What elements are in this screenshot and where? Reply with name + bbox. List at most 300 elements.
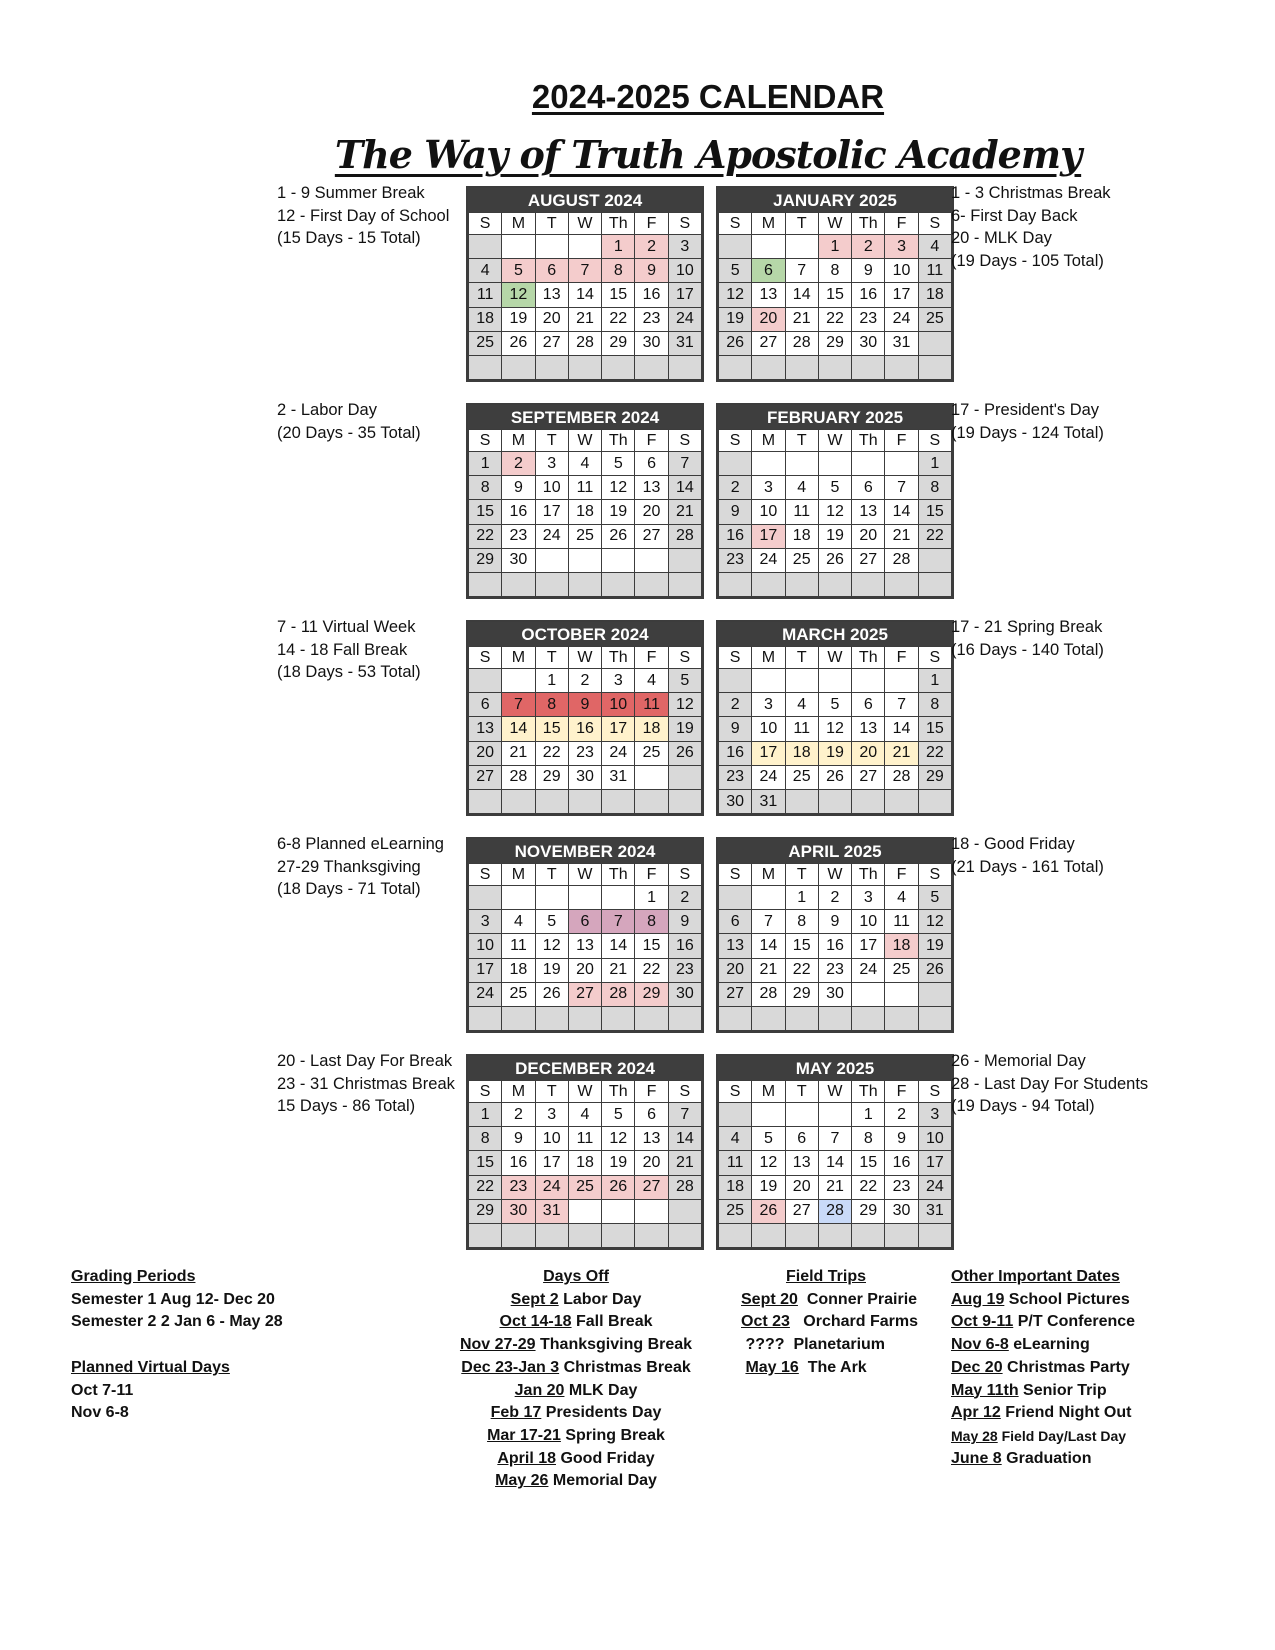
day-cell: 23: [852, 307, 885, 331]
day-cell: 10: [535, 1127, 568, 1151]
day-cell: 16: [668, 934, 701, 958]
day-cell: 18: [568, 500, 601, 524]
day-cell: [885, 1223, 918, 1247]
weekday-label: S: [668, 1081, 701, 1103]
virtual-days-heading: Planned Virtual Days: [71, 1358, 230, 1376]
day-cell: 11: [918, 259, 951, 283]
note-line: 6- First Day Back: [951, 206, 1078, 225]
day-cell: 16: [502, 500, 535, 524]
day-cell: [535, 355, 568, 379]
calendar-december-2024: [466, 1054, 704, 1250]
day-cell: 7: [502, 693, 535, 717]
month-grid: [468, 646, 702, 814]
day-cell: 24: [852, 958, 885, 982]
day-cell: 29: [469, 548, 502, 572]
day-cell: 7: [752, 910, 785, 934]
day-cell: 6: [752, 259, 785, 283]
day-cell: 18: [918, 283, 951, 307]
day-cell: [852, 452, 885, 476]
weekday-label: Th: [602, 430, 635, 452]
day-cell: 6: [785, 1127, 818, 1151]
day-cell: 18: [568, 1151, 601, 1175]
day-cell: 4: [469, 259, 502, 283]
day-cell: 17: [535, 1151, 568, 1175]
day-cell: [535, 1006, 568, 1030]
day-cell: [818, 1103, 851, 1127]
weekday-label: M: [502, 213, 535, 235]
day-cell: 17: [852, 934, 885, 958]
day-cell: 15: [535, 717, 568, 741]
day-cell: [785, 1223, 818, 1247]
day-cell: 22: [918, 524, 951, 548]
day-cell: [568, 886, 601, 910]
day-cell: 14: [668, 476, 701, 500]
day-cell: 25: [568, 1175, 601, 1199]
day-cell: 15: [469, 1151, 502, 1175]
day-cell: 26: [752, 1199, 785, 1223]
day-cell: 30: [885, 1199, 918, 1223]
day-cell: 13: [785, 1151, 818, 1175]
day-cell: 2: [719, 476, 752, 500]
day-cell: 7: [568, 259, 601, 283]
month-title: MAY 2025: [718, 1056, 952, 1080]
day-cell: 24: [535, 1175, 568, 1199]
day-cell: 23: [502, 524, 535, 548]
note-line: (20 Days - 35 Total): [277, 423, 421, 442]
day-cell: 6: [568, 910, 601, 934]
day-cell: 20: [852, 741, 885, 765]
weekday-label: W: [818, 647, 851, 669]
day-cell: 26: [668, 741, 701, 765]
note-line: 23 - 31 Christmas Break: [277, 1074, 455, 1093]
month-title: SEPTEMBER 2024: [468, 405, 702, 429]
day-cell: [602, 789, 635, 813]
calendar-may-2025: [716, 1054, 954, 1250]
day-cell: 6: [852, 693, 885, 717]
day-cell: 1: [852, 1103, 885, 1127]
weekday-label: S: [918, 647, 951, 669]
day-cell: 16: [852, 283, 885, 307]
day-cell: 13: [852, 500, 885, 524]
day-cell: 22: [469, 1175, 502, 1199]
day-cell: [885, 982, 918, 1006]
day-cell: [635, 1199, 668, 1223]
day-cell: 16: [818, 934, 851, 958]
day-cell: 14: [752, 934, 785, 958]
day-cell: 14: [885, 717, 918, 741]
day-cell: 9: [852, 259, 885, 283]
day-cell: 31: [602, 765, 635, 789]
weekday-label: Th: [852, 430, 885, 452]
weekday-label: Th: [852, 864, 885, 886]
day-cell: 22: [635, 958, 668, 982]
day-cell: 25: [719, 1199, 752, 1223]
day-cell: 23: [719, 765, 752, 789]
day-cell: [469, 572, 502, 596]
day-cell: 3: [918, 1103, 951, 1127]
day-cell: 16: [635, 283, 668, 307]
day-cell: 1: [535, 669, 568, 693]
day-cell: 17: [668, 283, 701, 307]
day-cell: 24: [885, 307, 918, 331]
day-cell: [668, 765, 701, 789]
day-cell: 26: [918, 958, 951, 982]
days-off-item: Oct 14-18 Fall Break: [499, 1313, 653, 1331]
day-cell: 18: [785, 524, 818, 548]
weekday-label: M: [502, 647, 535, 669]
weekday-label: F: [885, 213, 918, 235]
calendar-march-2025: [716, 620, 954, 816]
note-line: (19 Days - 124 Total): [951, 423, 1104, 442]
field-trips-heading: Field Trips: [785, 1268, 866, 1285]
day-cell: [668, 1223, 701, 1247]
day-cell: 19: [668, 717, 701, 741]
day-cell: 4: [502, 910, 535, 934]
day-cell: 10: [885, 259, 918, 283]
weekday-label: F: [635, 647, 668, 669]
day-cell: [602, 1223, 635, 1247]
virtual-line: Oct 7-11: [71, 1381, 134, 1399]
day-cell: 23: [885, 1175, 918, 1199]
day-cell: 6: [719, 910, 752, 934]
day-cell: 29: [602, 331, 635, 355]
day-cell: 20: [635, 500, 668, 524]
day-cell: [635, 765, 668, 789]
day-cell: [635, 355, 668, 379]
day-cell: 25: [918, 307, 951, 331]
day-cell: [469, 886, 502, 910]
day-cell: [568, 235, 601, 259]
weekday-label: M: [752, 213, 785, 235]
day-cell: 14: [785, 283, 818, 307]
field-trip-item: ???? Planetarium: [745, 1336, 886, 1354]
day-cell: 29: [469, 1199, 502, 1223]
day-cell: 27: [852, 765, 885, 789]
day-cell: 16: [885, 1151, 918, 1175]
weekday-label: W: [818, 1081, 851, 1103]
other-date-item: Nov 6-8 eLearning: [951, 1336, 1090, 1354]
day-cell: 11: [785, 717, 818, 741]
day-cell: [502, 572, 535, 596]
page-title: 2024-2025 CALENDAR: [531, 78, 885, 115]
day-cell: 22: [852, 1175, 885, 1199]
day-cell: 31: [918, 1199, 951, 1223]
day-cell: 24: [469, 982, 502, 1006]
days-off-item: May 26 Memorial Day: [495, 1472, 657, 1490]
day-cell: [918, 355, 951, 379]
day-cell: 7: [602, 910, 635, 934]
day-cell: 17: [602, 717, 635, 741]
day-cell: 27: [568, 982, 601, 1006]
day-cell: [535, 548, 568, 572]
weekday-label: W: [818, 430, 851, 452]
note-line: (15 Days - 15 Total): [277, 229, 421, 247]
day-cell: 7: [785, 259, 818, 283]
day-cell: 20: [535, 307, 568, 331]
day-cell: [502, 886, 535, 910]
day-cell: 7: [885, 476, 918, 500]
weekday-label: F: [635, 864, 668, 886]
day-cell: [635, 572, 668, 596]
day-cell: 14: [568, 283, 601, 307]
month-grid: [468, 863, 702, 1031]
day-cell: [785, 789, 818, 813]
notes-october: [277, 616, 421, 684]
weekday-label: T: [535, 864, 568, 886]
day-cell: 20: [469, 741, 502, 765]
day-cell: 26: [535, 982, 568, 1006]
other-dates-heading: Other Important Dates: [951, 1268, 1120, 1285]
weekday-label: Th: [602, 864, 635, 886]
day-cell: [719, 1103, 752, 1127]
day-cell: 18: [885, 934, 918, 958]
day-cell: [918, 789, 951, 813]
day-cell: [885, 572, 918, 596]
day-cell: 8: [535, 693, 568, 717]
day-cell: 11: [469, 283, 502, 307]
day-cell: [635, 789, 668, 813]
day-cell: [668, 1006, 701, 1030]
day-cell: 5: [719, 259, 752, 283]
day-cell: 15: [852, 1151, 885, 1175]
day-cell: 25: [785, 765, 818, 789]
day-cell: [852, 789, 885, 813]
day-cell: [852, 572, 885, 596]
weekday-label: F: [635, 1081, 668, 1103]
day-cell: 2: [502, 452, 535, 476]
day-cell: 3: [602, 669, 635, 693]
weekday-label: S: [719, 430, 752, 452]
day-cell: 5: [668, 669, 701, 693]
day-cell: [719, 572, 752, 596]
day-cell: [568, 789, 601, 813]
day-cell: 3: [885, 235, 918, 259]
day-cell: 28: [668, 1175, 701, 1199]
weekday-label: T: [535, 213, 568, 235]
weekday-label: S: [918, 213, 951, 235]
other-date-item: May 28 Field Day/Last Day: [951, 1427, 1127, 1444]
month-title: APRIL 2025: [718, 839, 952, 863]
day-cell: 2: [885, 1103, 918, 1127]
note-line: 17 - 21 Spring Break: [951, 618, 1103, 636]
day-cell: 10: [469, 934, 502, 958]
day-cell: 18: [502, 958, 535, 982]
day-cell: [752, 355, 785, 379]
day-cell: 27: [719, 982, 752, 1006]
day-cell: 21: [818, 1175, 851, 1199]
day-cell: 18: [719, 1175, 752, 1199]
calendar-august-2024: [466, 186, 704, 382]
weekday-label: T: [535, 430, 568, 452]
day-cell: 30: [852, 331, 885, 355]
calendar-april-2025: [716, 837, 954, 1033]
day-cell: 12: [818, 717, 851, 741]
day-cell: 21: [602, 958, 635, 982]
day-cell: 14: [668, 1127, 701, 1151]
day-cell: 18: [785, 741, 818, 765]
day-cell: [719, 1006, 752, 1030]
day-cell: 4: [785, 693, 818, 717]
day-cell: 26: [719, 331, 752, 355]
day-cell: 1: [469, 452, 502, 476]
day-cell: 12: [818, 500, 851, 524]
weekday-label: T: [785, 1081, 818, 1103]
day-cell: 7: [818, 1127, 851, 1151]
day-cell: [885, 669, 918, 693]
day-cell: 8: [469, 1127, 502, 1151]
day-cell: 19: [818, 524, 851, 548]
note-line: (19 Days - 94 Total): [951, 1097, 1095, 1115]
weekday-label: W: [568, 1081, 601, 1103]
day-cell: [752, 669, 785, 693]
day-cell: 30: [502, 1199, 535, 1223]
day-cell: [602, 572, 635, 596]
day-cell: 30: [818, 982, 851, 1006]
day-cell: 5: [818, 693, 851, 717]
day-cell: 3: [469, 910, 502, 934]
day-cell: 29: [635, 982, 668, 1006]
day-cell: [785, 1103, 818, 1127]
day-cell: 27: [635, 524, 668, 548]
day-cell: 20: [752, 307, 785, 331]
day-cell: 17: [535, 500, 568, 524]
day-cell: 21: [885, 524, 918, 548]
school-name: The Way of Truth Apostolic Academy: [334, 132, 1082, 177]
day-cell: 3: [752, 476, 785, 500]
weekday-label: F: [885, 864, 918, 886]
day-cell: 18: [469, 307, 502, 331]
calendar-september-2024: [466, 403, 704, 599]
day-cell: 20: [719, 958, 752, 982]
day-cell: 26: [818, 548, 851, 572]
calendar-january-2025: [716, 186, 954, 382]
day-cell: 28: [785, 331, 818, 355]
grading-periods-heading: Grading Periods: [71, 1268, 196, 1285]
weekday-label: T: [785, 647, 818, 669]
day-cell: 28: [818, 1199, 851, 1223]
weekday-label: S: [918, 430, 951, 452]
note-line: (18 Days - 53 Total): [277, 663, 421, 681]
notes-november: [277, 833, 444, 901]
day-cell: 6: [635, 1103, 668, 1127]
day-cell: 27: [752, 331, 785, 355]
day-cell: 28: [752, 982, 785, 1006]
day-cell: 1: [785, 886, 818, 910]
weekday-label: M: [502, 864, 535, 886]
day-cell: 15: [469, 500, 502, 524]
day-cell: 8: [918, 476, 951, 500]
day-cell: 14: [885, 500, 918, 524]
day-cell: 14: [502, 717, 535, 741]
day-cell: 21: [668, 1151, 701, 1175]
notes-august: [277, 182, 449, 250]
weekday-label: S: [668, 430, 701, 452]
day-cell: 12: [918, 910, 951, 934]
note-line: 7 - 11 Virtual Week: [277, 618, 416, 636]
days-off-heading: Days Off: [543, 1268, 609, 1285]
day-cell: 13: [469, 717, 502, 741]
weekday-label: Th: [602, 213, 635, 235]
day-cell: 11: [568, 1127, 601, 1151]
day-cell: 15: [785, 934, 818, 958]
day-cell: 12: [752, 1151, 785, 1175]
day-cell: 17: [885, 283, 918, 307]
day-cell: 19: [535, 958, 568, 982]
day-cell: 29: [818, 331, 851, 355]
day-cell: 10: [752, 500, 785, 524]
day-cell: [469, 1223, 502, 1247]
month-grid: [468, 429, 702, 597]
day-cell: 6: [535, 259, 568, 283]
day-cell: [785, 235, 818, 259]
day-cell: 22: [469, 524, 502, 548]
day-cell: [818, 1006, 851, 1030]
day-cell: 30: [635, 331, 668, 355]
day-cell: 11: [635, 693, 668, 717]
other-date-item: Aug 19 School Pictures: [951, 1290, 1130, 1308]
day-cell: [535, 1223, 568, 1247]
day-cell: 27: [635, 1175, 668, 1199]
notes-may: [951, 1050, 1148, 1118]
note-line: 28 - Last Day For Students: [951, 1074, 1149, 1093]
day-cell: 21: [752, 958, 785, 982]
day-cell: [469, 789, 502, 813]
weekday-label: S: [719, 647, 752, 669]
day-cell: [852, 1223, 885, 1247]
day-cell: [852, 982, 885, 1006]
day-cell: 22: [818, 307, 851, 331]
day-cell: 4: [719, 1127, 752, 1151]
day-cell: 20: [635, 1151, 668, 1175]
day-cell: [602, 548, 635, 572]
day-cell: 26: [502, 331, 535, 355]
day-cell: [535, 789, 568, 813]
day-cell: 14: [602, 934, 635, 958]
month-grid: [468, 1080, 702, 1248]
day-cell: 4: [785, 476, 818, 500]
day-cell: 9: [668, 910, 701, 934]
weekday-label: S: [469, 1081, 502, 1103]
day-cell: [719, 886, 752, 910]
note-line: 1 - 3 Christmas Break: [951, 184, 1111, 202]
day-cell: 22: [602, 307, 635, 331]
note-line: 2 - Labor Day: [277, 401, 377, 419]
day-cell: 12: [602, 476, 635, 500]
day-cell: [635, 1006, 668, 1030]
day-cell: 25: [502, 982, 535, 1006]
weekday-label: S: [469, 213, 502, 235]
day-cell: [502, 789, 535, 813]
note-line: 18 - Good Friday: [951, 835, 1075, 853]
note-line: 15 Days - 86 Total): [277, 1097, 416, 1115]
weekday-label: T: [535, 647, 568, 669]
day-cell: 24: [752, 765, 785, 789]
day-cell: 10: [535, 476, 568, 500]
day-cell: 26: [602, 1175, 635, 1199]
day-cell: [918, 572, 951, 596]
virtual-line: Nov 6-8: [71, 1404, 129, 1422]
day-cell: 8: [785, 910, 818, 934]
day-cell: 27: [535, 331, 568, 355]
note-line: 26 - Memorial Day: [951, 1052, 1086, 1070]
day-cell: 10: [852, 910, 885, 934]
day-cell: 28: [502, 765, 535, 789]
calendar-november-2024: [466, 837, 704, 1033]
days-off-item: Mar 17-21 Spring Break: [487, 1426, 665, 1444]
day-cell: 25: [635, 741, 668, 765]
day-cell: 9: [568, 693, 601, 717]
day-cell: 5: [535, 910, 568, 934]
